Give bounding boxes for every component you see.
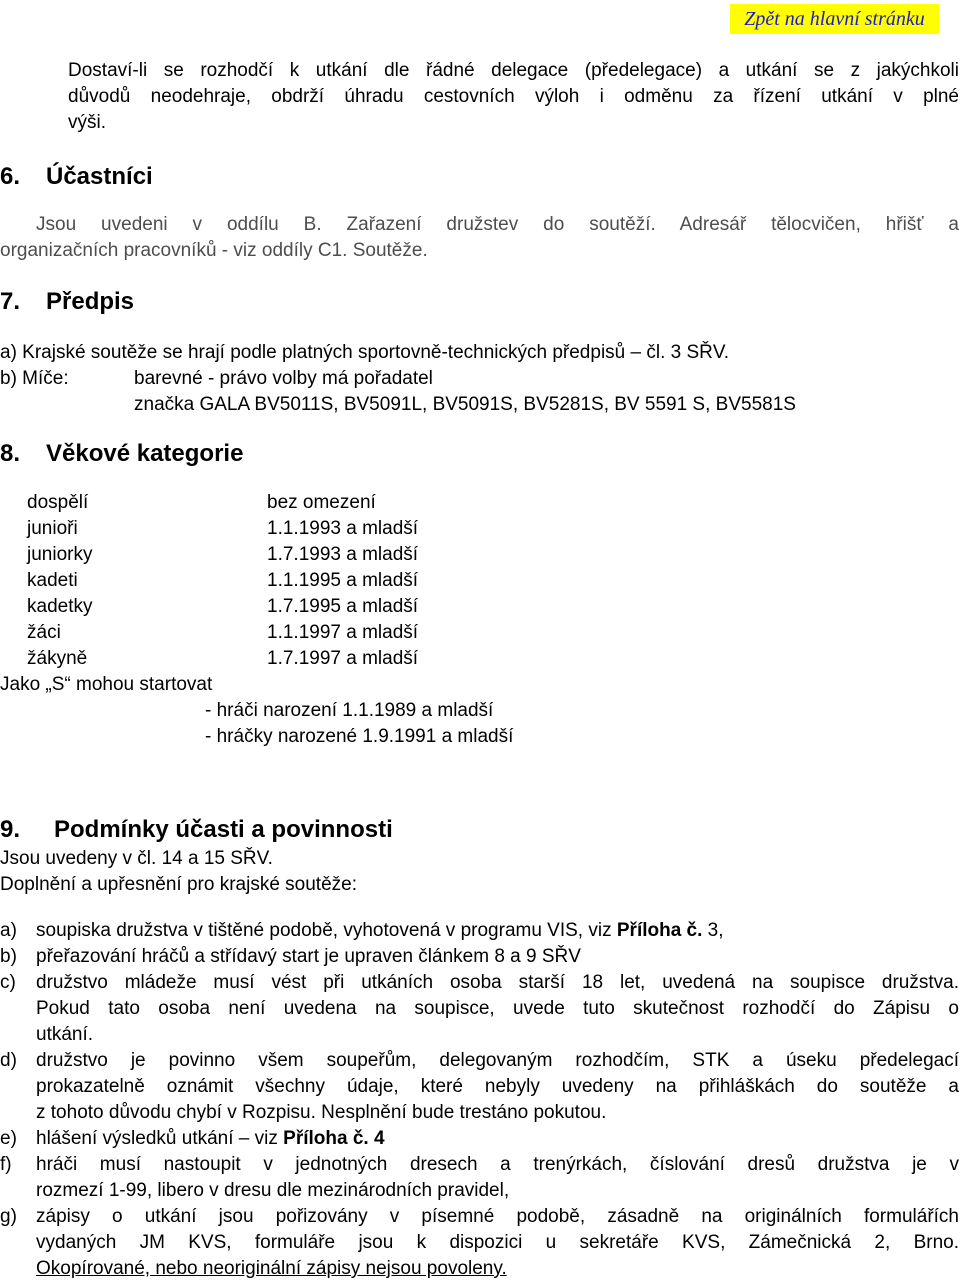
list-item-c-line-1: družstvo mládeže musí vést při utkáních osoba starší 18 let, uvedená na soupisce družstva. bbox=[36, 972, 959, 993]
section-7-item-b-line-1: barevné - právo volby má pořadatel bbox=[134, 368, 433, 389]
list-item-a-bold: Příloha č. bbox=[616, 920, 703, 941]
list-item-g-line-2: vydaných JM KVS, formuláře jsou k dispozici u sekretáře KVS, Zámečnická 2, Brno. bbox=[36, 1232, 959, 1253]
section-7-title: Předpis bbox=[46, 288, 135, 315]
intro-line-2: důvodů neodehraje, obdrží úhradu cestovních výloh i odměnu za řízení utkání v plné bbox=[68, 86, 959, 107]
list-item-label: f) bbox=[0, 1154, 12, 1175]
category-value: 1.1.1993 a mladší bbox=[267, 518, 419, 539]
section-6-title: Účastníci bbox=[46, 163, 153, 190]
category-value: 1.1.1997 a mladší bbox=[267, 622, 419, 643]
category-value: bez omezení bbox=[267, 492, 376, 513]
category-value: 1.7.1997 a mladší bbox=[267, 648, 419, 669]
section-9-subtitle-1: Jsou uvedeny v čl. 14 a 15 SŘV. bbox=[0, 848, 273, 869]
list-item-g-line-3: Okopírované, nebo neoriginální zápisy nejsou povoleny. bbox=[36, 1258, 507, 1279]
list-item-b: přeřazování hráčů a střídavý start je upraven článkem 8 a 9 SŘV bbox=[36, 946, 581, 967]
section-9-title: Podmínky účasti a povinnosti bbox=[54, 816, 393, 843]
category-value: 1.7.1993 a mladší bbox=[267, 544, 419, 565]
list-item-label: e) bbox=[0, 1128, 17, 1149]
section-6-line-1: Jsou uvedeni v oddílu B. Zařazení družstev do soutěží. Adresář tělocvičen, hřišť a bbox=[36, 214, 959, 235]
s-category-title: Jako „S“ mohou startovat bbox=[0, 674, 213, 695]
category-name: dospělí bbox=[27, 492, 89, 513]
category-value: 1.1.1995 a mladší bbox=[267, 570, 419, 591]
back-to-main-page-link[interactable]: Zpět na hlavní stránku bbox=[730, 4, 939, 34]
category-name: junioři bbox=[27, 518, 78, 539]
section-6-heading bbox=[0, 162, 153, 192]
list-item-f-line-2: rozmezí 1-99, libero v dresu dle mezinárodních pravidel, bbox=[36, 1180, 510, 1201]
list-item-a-post: 3, bbox=[702, 920, 724, 941]
category-name: juniorky bbox=[27, 544, 93, 565]
section-7-item-b-line-2: značka GALA BV5011S, BV5091L, BV5091S, BV5281S, BV 5591 S, BV5581S bbox=[134, 394, 796, 415]
section-7-item-a: a) Krajské soutěže se hrají podle platných sportovně-technických předpisů – čl. 3 SŘV. bbox=[0, 342, 730, 363]
list-item-g-line-1: zápisy o utkání jsou pořizovány v písemné podobě, zásadně na originálních formulářích bbox=[36, 1206, 959, 1227]
list-item-a bbox=[36, 918, 724, 944]
list-item-e-bold: Příloha č. 4 bbox=[283, 1128, 385, 1149]
list-item-e-text: hlášení výsledků utkání – viz bbox=[36, 1128, 284, 1149]
list-item-e bbox=[36, 1126, 385, 1152]
section-7-item-b-label: b) Míče: bbox=[0, 368, 69, 389]
category-name: kadetky bbox=[27, 596, 93, 617]
section-8-heading bbox=[0, 439, 243, 469]
list-item-c-line-3: utkání. bbox=[36, 1024, 94, 1045]
list-item-d-line-3: z tohoto důvodu chybí v Rozpisu. Nesplnění bude trestáno pokutou. bbox=[36, 1102, 607, 1123]
list-item-label: c) bbox=[0, 972, 16, 993]
section-8-number: 8. bbox=[0, 440, 21, 467]
list-item-label: g) bbox=[0, 1206, 17, 1227]
section-9-heading bbox=[0, 815, 393, 845]
category-name: kadeti bbox=[27, 570, 78, 591]
list-item-d-line-2: prokazatelně oznámit všechny údaje, které nebyly uvedeny na přihláškách do soutěže a bbox=[36, 1076, 959, 1097]
section-7-heading bbox=[0, 287, 134, 317]
section-8-title: Věkové kategorie bbox=[46, 440, 244, 467]
category-value: 1.7.1995 a mladší bbox=[267, 596, 419, 617]
category-name: žákyně bbox=[27, 648, 88, 669]
section-9-subtitle-2: Doplnění a upřesnění pro krajské soutěže: bbox=[0, 874, 357, 895]
intro-line-1: Dostaví-li se rozhodčí k utkání dle řádné delegace (předelegace) a utkání se z jakýchkoli bbox=[68, 60, 959, 81]
list-item-d-line-1: družstvo je povinno všem soupeřům, delegovaným rozhodčím, STK a úseku předelegací bbox=[36, 1050, 959, 1071]
category-name: žáci bbox=[27, 622, 61, 643]
intro-line-3: výši. bbox=[68, 112, 106, 133]
list-item-label: b) bbox=[0, 946, 17, 967]
section-9-number: 9. bbox=[0, 816, 21, 843]
section-6-number: 6. bbox=[0, 163, 21, 190]
list-item-label: d) bbox=[0, 1050, 17, 1071]
s-category-item: - hráčky narozené 1.9.1991 a mladší bbox=[205, 726, 514, 747]
s-category-item: - hráči narození 1.1.1989 a mladší bbox=[205, 700, 494, 721]
section-7-number: 7. bbox=[0, 288, 21, 315]
list-item-c-line-2: Pokud tato osoba není uvedena na soupisce, uvede tuto skutečnost rozhodčí do Zápisu o bbox=[36, 998, 959, 1019]
list-item-a-text: soupiska družstva v tištěné podobě, vyhotovená v programu VIS, viz bbox=[36, 920, 617, 941]
list-item-label: a) bbox=[0, 920, 17, 941]
section-6-line-2: organizačních pracovníků - viz oddíly C1. Soutěže. bbox=[0, 240, 428, 261]
list-item-f-line-1: hráči musí nastoupit v jednotných dresech a trenýrkách, číslování dresů družstva je v bbox=[36, 1154, 959, 1175]
